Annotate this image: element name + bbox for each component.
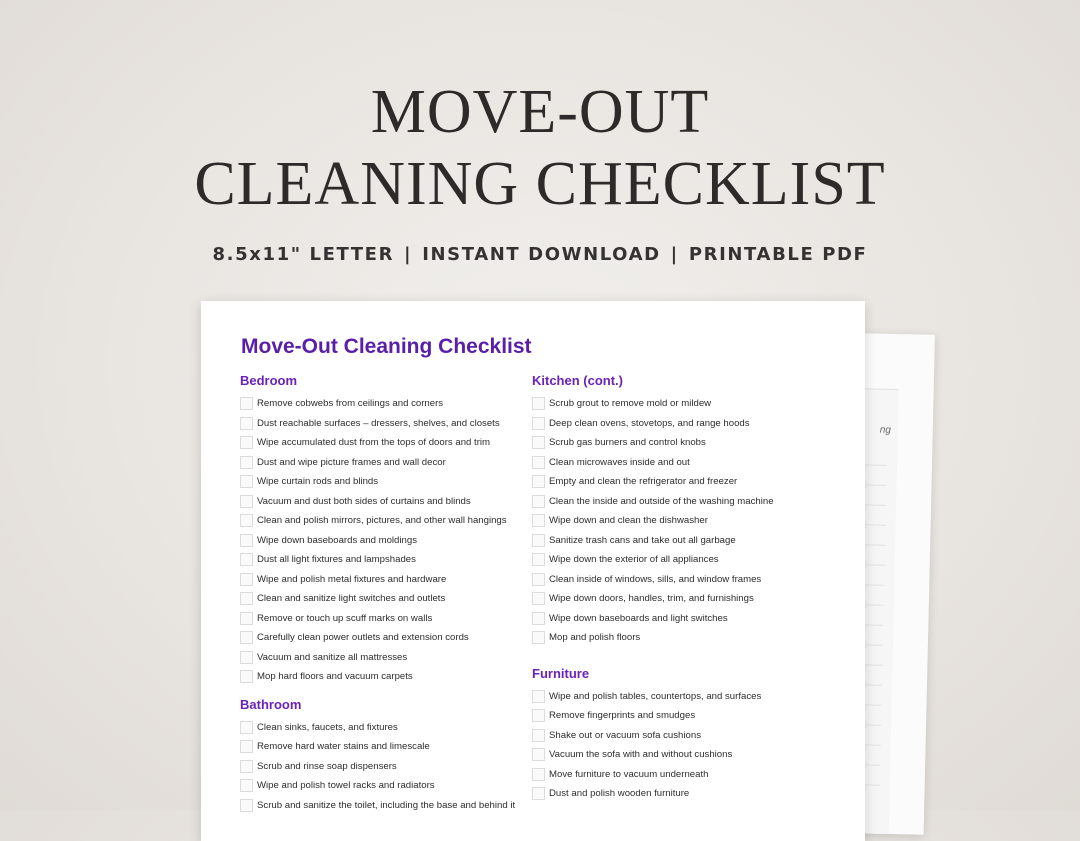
right-column xyxy=(532,373,832,804)
section-furniture xyxy=(532,666,832,804)
checklist-item xyxy=(240,776,530,796)
checkbox[interactable] xyxy=(532,592,545,605)
checkbox[interactable] xyxy=(532,748,545,761)
checklist-item-label: Dust reachable surfaces – dressers, shelves, and closets xyxy=(257,417,500,429)
checklist-item-label: Clean and sanitize light switches and outlets xyxy=(257,593,446,605)
checkbox[interactable] xyxy=(532,787,545,800)
checklist-item xyxy=(240,394,530,414)
checklist-item-label: Wipe down baseboards and moldings xyxy=(257,534,417,546)
checklist-item xyxy=(240,718,530,738)
section-bathroom xyxy=(240,697,530,816)
format-subtitle xyxy=(0,244,1080,265)
checklist-item-label: Wipe down the exterior of all appliances xyxy=(549,554,719,566)
checklist-item-label: Vacuum the sofa with and without cushions xyxy=(549,749,733,761)
checkbox[interactable] xyxy=(532,690,545,703)
checklist-item xyxy=(532,394,832,414)
checklist-item xyxy=(240,796,530,816)
checkbox[interactable] xyxy=(240,534,253,547)
checklist-item-label: Scrub grout to remove mold or mildew xyxy=(549,398,712,410)
checklist-item xyxy=(532,745,832,765)
checklist-item xyxy=(240,414,530,434)
checklist-item xyxy=(532,453,832,473)
hero-title-line-1: MOVE-OUT xyxy=(370,78,710,146)
checklist-item xyxy=(240,737,530,757)
checklist-item xyxy=(240,492,530,512)
section-bedroom xyxy=(240,373,530,687)
checklist-item-label: Vacuum and sanitize all mattresses xyxy=(257,651,408,663)
checklist-item-label: Remove hard water stains and limescale xyxy=(257,741,430,753)
checklist-item xyxy=(532,628,832,648)
checkbox[interactable] xyxy=(240,436,253,449)
checkbox[interactable] xyxy=(240,670,253,683)
checkbox[interactable] xyxy=(240,514,253,527)
checkbox[interactable] xyxy=(532,456,545,469)
checklist-item xyxy=(240,511,530,531)
checkbox[interactable] xyxy=(240,631,253,644)
checklist-item-label: Move furniture to vacuum underneath xyxy=(549,768,709,780)
checklist-item-label: Wipe down and clean the dishwasher xyxy=(549,515,708,527)
checklist-item xyxy=(532,414,832,434)
checklist-item-label: Wipe curtain rods and blinds xyxy=(257,476,379,488)
left-column xyxy=(240,373,530,815)
checklist-item-label: Vacuum and dust both sides of curtains and blinds xyxy=(257,495,471,507)
checklist-item-label: Carefully clean power outlets and extension cords xyxy=(257,632,469,644)
checklist-item xyxy=(240,589,530,609)
section-heading: Furniture xyxy=(532,665,590,681)
checkbox[interactable] xyxy=(240,553,253,566)
checklist-item xyxy=(240,433,530,453)
checkbox[interactable] xyxy=(532,612,545,625)
checklist-item xyxy=(532,511,832,531)
section-kitchen-cont xyxy=(532,373,832,648)
checklist-page xyxy=(201,301,865,841)
checklist-item-label: Clean the inside and outside of the washing machine xyxy=(549,495,774,507)
hero-title-line-2: CLEANING CHECKLIST xyxy=(194,150,886,218)
checkbox[interactable] xyxy=(532,631,545,644)
checklist-item-label: Scrub gas burners and control knobs xyxy=(549,437,706,449)
checklist-item-label: Scrub and rinse soap dispensers xyxy=(257,760,397,772)
section-heading: Bedroom xyxy=(240,373,298,388)
checkbox[interactable] xyxy=(532,729,545,742)
download-label: INSTANT DOWNLOAD xyxy=(422,244,661,265)
hero-title xyxy=(0,76,1080,220)
checklist-item xyxy=(240,550,530,570)
checklist-item xyxy=(532,726,832,746)
checklist-item xyxy=(240,648,530,668)
checklist-item xyxy=(532,687,832,707)
checkbox[interactable] xyxy=(240,760,253,773)
checkbox[interactable] xyxy=(532,768,545,781)
subtitle-separator: | xyxy=(670,244,679,265)
checkbox[interactable] xyxy=(240,651,253,664)
checklist-item-label: Clean sinks, faucets, and fixtures xyxy=(257,721,398,733)
checkbox[interactable] xyxy=(532,573,545,586)
checklist-item-label: Scrub and sanitize the toilet, including the base and behind it xyxy=(257,799,516,811)
checklist-item-label: Wipe and polish metal fixtures and hardware xyxy=(257,573,447,585)
checklist-item xyxy=(532,570,832,590)
checklist-item-label: Remove fingerprints and smudges xyxy=(549,710,696,722)
checkbox[interactable] xyxy=(532,553,545,566)
checklist-item-label: Mop and polish floors xyxy=(549,632,641,644)
checklist-item-label: Remove cobwebs from ceilings and corners xyxy=(257,398,444,410)
checklist-item xyxy=(532,765,832,785)
document-title: Move-Out Cleaning Checklist xyxy=(241,335,532,358)
checklist-item-label: Wipe accumulated dust from the tops of doors and trim xyxy=(257,437,491,449)
checklist-item xyxy=(532,784,832,804)
checkbox[interactable] xyxy=(240,779,253,792)
checklist-item xyxy=(240,453,530,473)
checklist-item-label: Deep clean ovens, stovetops, and range hoods xyxy=(549,417,750,429)
checklist-item-label: Dust and polish wooden furniture xyxy=(549,788,690,800)
pdf-label: PRINTABLE PDF xyxy=(688,244,868,265)
checkbox[interactable] xyxy=(240,740,253,753)
checkbox[interactable] xyxy=(240,721,253,734)
checklist-item xyxy=(240,531,530,551)
checklist-item xyxy=(240,609,530,629)
subtitle-separator: | xyxy=(404,244,413,265)
checkbox[interactable] xyxy=(532,709,545,722)
checkbox[interactable] xyxy=(240,456,253,469)
checklist-item xyxy=(532,550,832,570)
checklist-item xyxy=(532,706,832,726)
checklist-item-label: Wipe down doors, handles, trim, and furnishings xyxy=(549,593,754,605)
checklist-item-label: Wipe and polish towel racks and radiators xyxy=(257,780,435,792)
checklist-item xyxy=(532,589,832,609)
format-label: 8.5x11" LETTER xyxy=(212,244,395,265)
checklist-item xyxy=(240,667,530,687)
checklist-item-label: Dust all light fixtures and lampshades xyxy=(257,554,416,566)
checklist-item-label: Remove or touch up scuff marks on walls xyxy=(257,612,433,624)
checklist-item xyxy=(532,433,832,453)
checkbox[interactable] xyxy=(240,417,253,430)
checkbox[interactable] xyxy=(240,592,253,605)
checklist-item-label: Clean and polish mirrors, pictures, and other wall hangings xyxy=(257,515,507,527)
checkbox[interactable] xyxy=(532,514,545,527)
checklist-item xyxy=(532,609,832,629)
checkbox[interactable] xyxy=(532,475,545,488)
checkbox[interactable] xyxy=(240,397,253,410)
checkbox[interactable] xyxy=(532,417,545,430)
checkbox[interactable] xyxy=(532,397,545,410)
checklist-item xyxy=(240,472,530,492)
checklist-item-label: Clean inside of windows, sills, and window frames xyxy=(549,573,762,585)
checklist-item xyxy=(532,492,832,512)
checklist-item-label: Wipe and polish tables, countertops, and surfaces xyxy=(549,690,762,702)
checkbox[interactable] xyxy=(532,495,545,508)
section-heading: Kitchen (cont.) xyxy=(532,373,623,388)
checklist-item-label: Empty and clean the refrigerator and freezer xyxy=(549,476,738,488)
back-page-text-fragment: ng xyxy=(879,424,892,436)
checkbox[interactable] xyxy=(240,573,253,586)
checkbox[interactable] xyxy=(240,495,253,508)
checklist-item-label: Mop hard floors and vacuum carpets xyxy=(257,671,413,683)
checklist-item-label: Clean microwaves inside and out xyxy=(549,456,690,468)
checkbox[interactable] xyxy=(240,612,253,625)
checklist-item-label: Shake out or vacuum sofa cushions xyxy=(549,729,701,741)
checklist-item-label: Sanitize trash cans and take out all garbage xyxy=(549,534,736,546)
checklist-item-label: Dust and wipe picture frames and wall decor xyxy=(257,456,446,468)
checkbox[interactable] xyxy=(532,436,545,449)
checklist-item xyxy=(240,628,530,648)
checklist-item xyxy=(240,757,530,777)
checklist-item xyxy=(240,570,530,590)
checklist-item xyxy=(532,472,832,492)
section-heading: Bathroom xyxy=(240,696,302,712)
checkbox[interactable] xyxy=(532,534,545,547)
checklist-item-label: Wipe down baseboards and light switches xyxy=(549,612,728,624)
checklist-item xyxy=(532,531,832,551)
checkbox[interactable] xyxy=(240,475,253,488)
